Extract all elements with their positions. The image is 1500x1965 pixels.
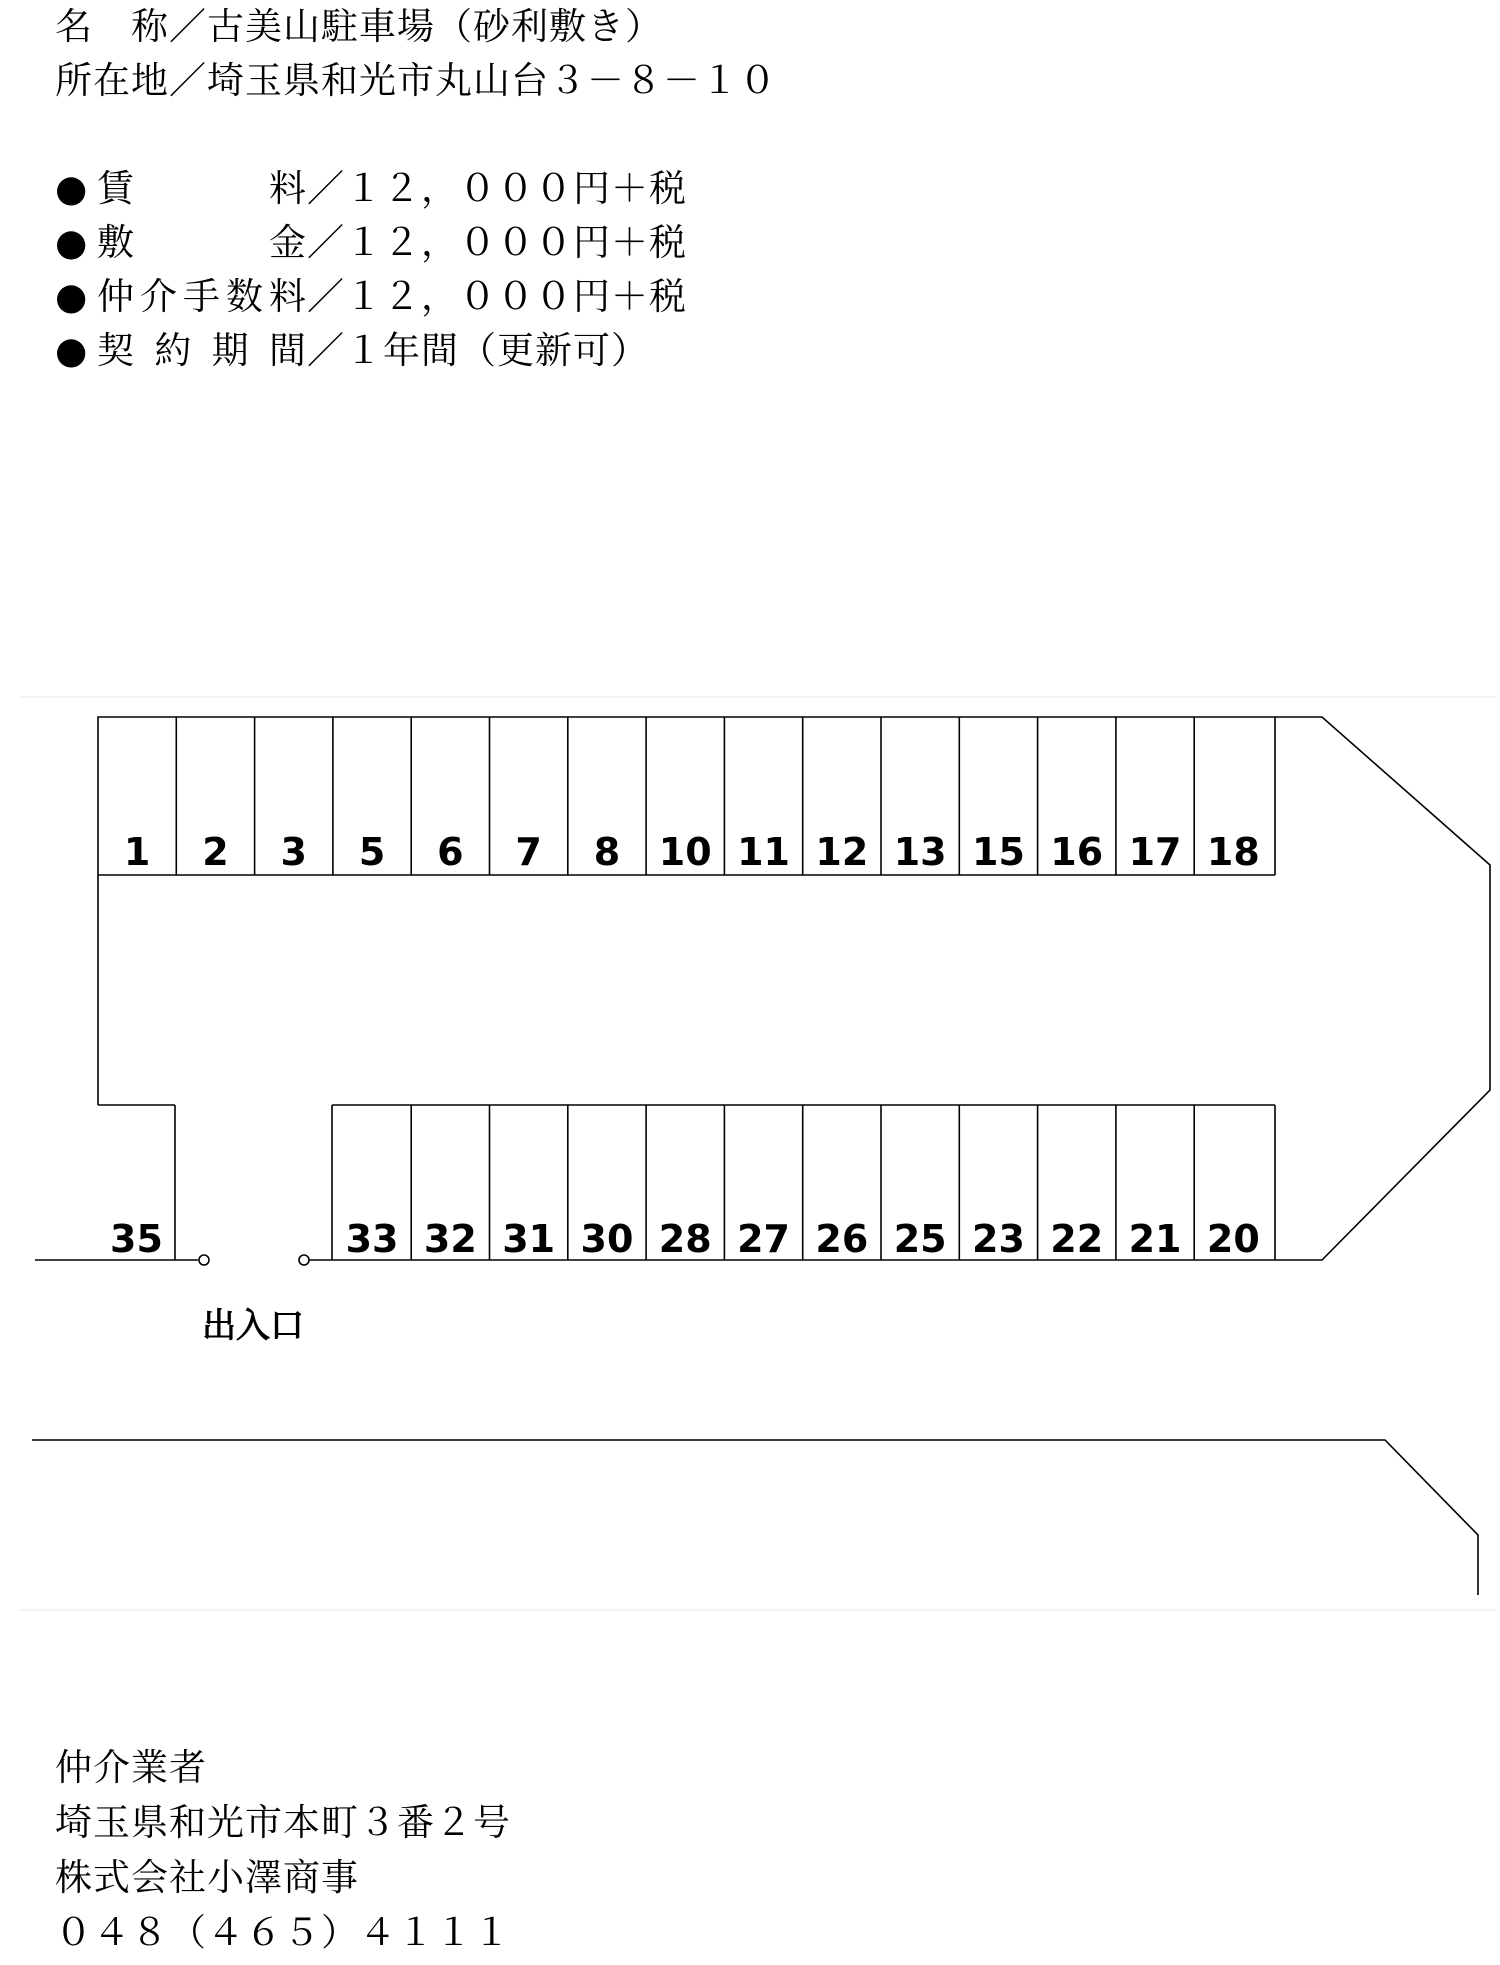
space-number-15: 15 (972, 830, 1025, 874)
space-number-1: 1 (123, 830, 151, 874)
space-number-7: 7 (515, 830, 542, 874)
space-number-25: 25 (893, 1217, 947, 1261)
property-address: 所在地／埼玉県和光市丸山台３－８－１０ (55, 59, 777, 102)
space-number-11: 11 (737, 830, 790, 874)
broker-heading: 仲介業者 (55, 1746, 207, 1789)
space-number-30: 30 (580, 1217, 634, 1261)
space-number-13: 13 (893, 830, 947, 874)
broker-phone: ０４８（４６５）４１１１ (55, 1911, 511, 1954)
broker-name: 株式会社小澤商事 (55, 1856, 359, 1899)
term-value: ／１年間（更新可） (307, 329, 649, 372)
term-label-char: 敷 (97, 221, 135, 264)
space-number-18: 18 (1206, 830, 1260, 874)
space-number-16: 16 (1050, 830, 1104, 874)
space-number-33: 33 (345, 1217, 399, 1261)
space-number-28: 28 (658, 1217, 712, 1261)
space-number-23: 23 (972, 1217, 1025, 1261)
space-number-8: 8 (593, 830, 621, 874)
space-number-3: 3 (280, 830, 307, 874)
broker-info (55, 1740, 511, 1960)
space-number-32: 32 (423, 1217, 477, 1261)
term-value: ／１２，０００円＋税 (307, 275, 687, 318)
term-label-char: 賃 (97, 167, 135, 210)
term-label-char: 約 (154, 329, 193, 372)
broker-address: 埼玉県和光市本町３番２号 (55, 1801, 511, 1844)
space-number-35: 35 (110, 1217, 163, 1261)
term-label-char: 仲 (97, 275, 135, 318)
term-label-char: 契 (97, 329, 135, 372)
bullet-icon: ● (55, 221, 89, 264)
space-number-5: 5 (358, 830, 386, 874)
space-number-27: 27 (737, 1217, 790, 1261)
space-number-6: 6 (437, 830, 464, 874)
space-number-12: 12 (815, 830, 869, 874)
term-label-char: 数 (226, 275, 264, 318)
space-number-10: 10 (658, 830, 712, 874)
term-label-char: 介 (140, 275, 178, 318)
bullet-icon: ● (55, 275, 89, 318)
term-label-char: 料 (269, 167, 307, 210)
space-number-31: 31 (502, 1217, 556, 1261)
term-label-char: 手 (183, 275, 221, 318)
space-number-20: 20 (1206, 1217, 1260, 1261)
space-number-2: 2 (202, 830, 229, 874)
road-lines (32, 1440, 1478, 1595)
space-number-22: 22 (1050, 1217, 1104, 1261)
term-label-char: 間 (268, 329, 307, 372)
term-value: ／１２，０００円＋税 (307, 167, 687, 210)
term-label-char: 金 (269, 221, 307, 264)
lot-outline (35, 717, 1490, 1265)
space-number-17: 17 (1128, 830, 1182, 874)
term-label-char: 期 (211, 329, 250, 372)
bullet-icon: ● (55, 167, 89, 210)
space-number-26: 26 (815, 1217, 869, 1261)
term-value: ／１２，０００円＋税 (307, 221, 687, 264)
entrance-label: 出入口 (202, 1306, 304, 1346)
property-name: 名 称／古美山駐車場（砂利敷き） (55, 5, 663, 48)
term-label-char: 料 (269, 275, 307, 318)
bullet-icon: ● (55, 329, 89, 372)
space-number-21: 21 (1128, 1217, 1182, 1261)
